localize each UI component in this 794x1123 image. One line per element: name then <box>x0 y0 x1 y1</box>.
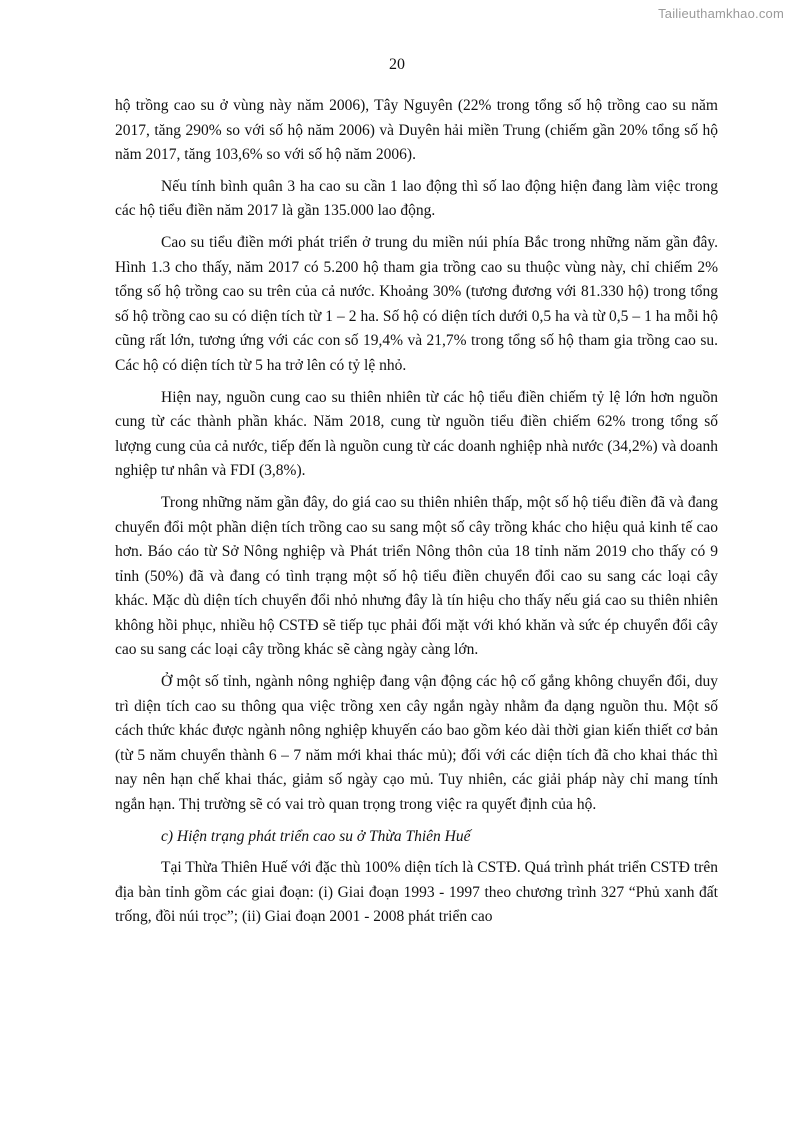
page-number: 20 <box>389 56 405 73</box>
paragraph-continuation: hộ trồng cao su ở vùng này năm 2006), Tây Nguyên (22% trong tổng số hộ trồng cao su năm 2017, tăng 290% so với số hộ năm 2006) và Duyên hải miền Trung (chiếm gần 20% tổng số hộ năm 2017, tăng 103,6% so với số hộ năm 2006). <box>115 97 718 164</box>
watermark: Tailieuthamkhao.com <box>658 6 784 21</box>
section-subheading: c) Hiện trạng phát triển cao su ở Thừa Thiên Huế <box>161 827 471 845</box>
document-body <box>115 94 718 937</box>
paragraph-labor: Nếu tính bình quân 3 ha cao su cần 1 lao động thì số lao động hiện đang làm việc trong các hộ tiểu điền năm 2017 là gần 135.000 lao động. <box>115 177 718 220</box>
paragraph-northern-midlands: Cao su tiểu điền mới phát triển ở trung du miền núi phía Bắc trong những năm gần đây. Hình 1.3 cho thấy, năm 2017 có 5.200 hộ tham gia trồng cao su thuộc vùng này, chỉ chiếm 2% tổng số hộ trồng cao su trên của cả nước. Khoảng 30% (tương đương với 81.330 hộ) trong tổng số hộ trồng cao su có diện tích từ 1 – 2 ha. Số hộ có diện tích dưới 0,5 ha và từ 0,5 – 1 ha mỗi hộ cũng rất lớn, tương ứng với các con số 19,4% và 21,7% trong tổng số hộ tham gia trồng cao su. Các hộ có diện tích từ 5 ha trở lên có tỷ lệ nhỏ. <box>115 233 718 374</box>
paragraph-thua-thien-hue: Tại Thừa Thiên Huế với đặc thù 100% diện tích là CSTĐ. Quá trình phát triển CSTĐ trên địa bàn tỉnh gồm các giai đoạn: (i) Giai đoạn 1993 - 1997 theo chương trình 327 “Phủ xanh đất trống, đồi núi trọc”; (ii) Giai đoạn 2001 - 2008 phát triển cao <box>115 859 718 926</box>
paragraph-supply: Hiện nay, nguồn cung cao su thiên nhiên từ các hộ tiểu điền chiếm tỷ lệ lớn hơn nguồn cung từ các thành phần khác. Năm 2018, cung từ nguồn tiểu điền chiếm 62% trong tổng số lượng cung của cả nước, tiếp đến là nguồn cung từ các doanh nghiệp nhà nước (34,2%) và doanh nghiệp tư nhân và FDI (3,8%). <box>115 388 718 480</box>
paragraph-provinces: Ở một số tỉnh, ngành nông nghiệp đang vận động các hộ cố gắng không chuyển đổi, duy trì diện tích cao su thông qua việc trồng xen cây ngắn ngày nhằm đa dạng nguồn thu. Một số cách thức khác được ngành nông nghiệp khuyến cáo bao gồm kéo dài thời gian kiến thiết cơ bản (từ 5 năm chuyển thành 6 – 7 năm mới khai thác mủ); đối với các diện tích đã cho khai thác thì nay nên hạn chế khai thác, giảm số ngày cạo mủ. Tuy nhiên, các giải pháp này chỉ mang tính ngắn hạn. Thị trường sẽ có vai trò quan trọng trong việc ra quyết định của hộ. <box>115 673 718 814</box>
paragraph-conversion: Trong những năm gần đây, do giá cao su thiên nhiên thấp, một số hộ tiểu điền đã và đang chuyển đổi một phần diện tích trồng cao su sang một số cây trồng khác cho hiệu quả kinh tế cao hơn. Báo cáo từ Sở Nông nghiệp và Phát triển Nông thôn của 18 tỉnh năm 2019 cho thấy có 9 tỉnh (50%) đã và đang có tình trạng một số hộ tiểu điền chuyển đổi cao su sang các loại cây khác. Mặc dù diện tích chuyển đổi nhỏ nhưng đây là tín hiệu cho thấy nếu giá cao su thiên nhiên không hồi phục, nhiều hộ CSTĐ sẽ tiếp tục phải đối mặt với khó khăn và sức ép chuyển đổi cây cao su sang các loại cây trồng khác sẽ càng ngày càng lớn. <box>115 493 718 659</box>
